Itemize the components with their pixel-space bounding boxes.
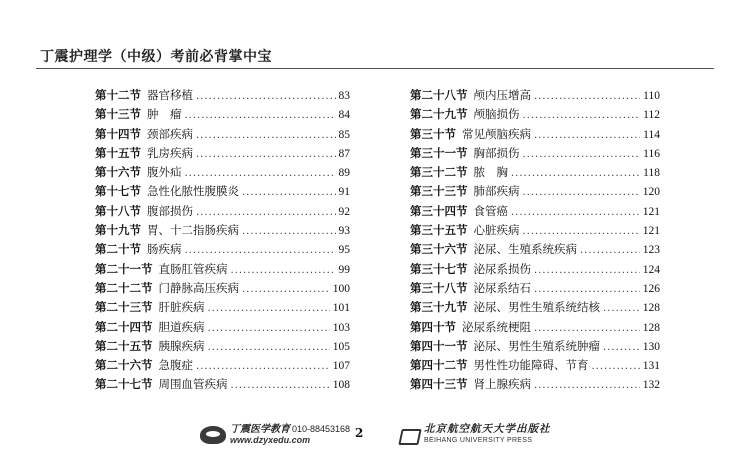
publisher-right-english: BEIHANG UNIVERSITY PRESS [424, 437, 533, 444]
toc-topic-title: 肠疾病 [147, 242, 182, 257]
toc-entry [95, 375, 350, 394]
toc-page-number: 103 [332, 321, 350, 334]
toc-page-number: 89 [338, 167, 350, 180]
toc-page-number: 132 [642, 379, 660, 392]
toc-page-number: 87 [338, 147, 350, 160]
toc-page-number: 121 [642, 205, 660, 218]
toc-dot-leader [511, 203, 640, 222]
toc-page-number: 114 [643, 128, 660, 141]
toc-page-number: 116 [643, 147, 660, 160]
toc-section-number: 第三十七节 [410, 261, 468, 276]
toc-page-number: 108 [332, 379, 350, 392]
toc-entry [410, 240, 660, 259]
toc-section-number: 第三十三节 [410, 184, 468, 199]
toc-entry [410, 318, 660, 337]
toc-entry [410, 144, 660, 163]
toc-dot-leader [523, 145, 641, 164]
toc-section-number: 第十三节 [95, 107, 141, 122]
page-number: 2 [355, 426, 364, 440]
toc-entry [410, 298, 660, 317]
toc-entry [410, 221, 660, 240]
toc-topic-title: 颅内压增高 [473, 88, 531, 102]
publisher-left [200, 424, 350, 446]
toc-page-number: 100 [332, 282, 350, 295]
toc-entry [410, 105, 660, 124]
toc-topic-title: 胃、十二指肠疾病 [147, 223, 239, 238]
publisher-left-phone: 010-88453168 [292, 424, 351, 434]
toc-section-number: 第十六节 [95, 165, 141, 180]
toc-entry [95, 279, 350, 298]
toc-dot-leader [196, 87, 336, 106]
publisher-right-name: 北京航空航天大学出版社 [424, 423, 551, 435]
toc-dot-leader [185, 241, 336, 260]
toc-section-number: 第十二节 [95, 88, 141, 102]
toc-entry [95, 221, 350, 240]
toc-page-number: 93 [338, 225, 350, 238]
toc-page-number: 105 [332, 340, 350, 353]
toc-entry [410, 86, 660, 105]
toc-page-number: 126 [642, 282, 660, 295]
toc-dot-leader [523, 222, 640, 241]
toc-dot-leader [196, 126, 336, 145]
toc-section-number: 第二十一节 [95, 261, 153, 276]
toc-topic-title: 乳房疾病 [147, 145, 193, 160]
toc-entry [95, 144, 350, 163]
toc-dot-leader [534, 319, 640, 338]
toc-entry [95, 105, 350, 124]
toc-page-number: 123 [642, 244, 660, 257]
toc-dot-leader [534, 261, 640, 280]
toc-dot-leader [523, 106, 641, 125]
toc-page-number: 112 [643, 109, 660, 122]
toc-section-number: 第四十一节 [410, 338, 468, 353]
publisher-left-url: www.dzyxedu.com [230, 435, 311, 445]
toc-topic-title: 颅脑损伤 [473, 107, 520, 122]
toc-section-number: 第四十节 [410, 319, 456, 334]
publisher-right [400, 424, 551, 446]
toc-section-number: 第三十九节 [410, 300, 468, 315]
toc-page-number: 85 [338, 128, 350, 141]
toc-page-number: 121 [642, 225, 660, 238]
toc-topic-title: 泌尿系结石 [473, 280, 531, 295]
toc-page-number: 83 [338, 90, 350, 102]
toc-section-number: 第十七节 [95, 184, 141, 199]
toc-section-number: 第四十三节 [410, 377, 468, 392]
toc-page-number: 128 [642, 321, 660, 334]
toc-dot-leader [603, 299, 640, 318]
toc-page-number: 99 [338, 263, 350, 276]
toc-section-number: 第二十三节 [95, 300, 153, 315]
toc-column-left [95, 86, 350, 395]
toc-entry [410, 163, 660, 182]
toc-page-number: 128 [642, 302, 660, 315]
toc-entry [410, 279, 660, 298]
toc-dot-leader [534, 376, 640, 395]
toc-dot-leader [208, 299, 330, 318]
toc-page-number: 110 [643, 90, 660, 102]
toc-section-number: 第二十五节 [95, 338, 153, 353]
toc-section-number: 第二十六节 [95, 358, 153, 373]
toc-page-number: 118 [643, 167, 660, 180]
toc-topic-title: 心脏疾病 [473, 223, 520, 238]
toc-topic-title: 泌尿、男性生殖系统结核 [473, 300, 600, 315]
toc-topic-title: 肿 瘤 [147, 107, 182, 122]
toc-entry [410, 125, 660, 144]
toc-topic-title: 急腹症 [158, 358, 193, 373]
toc-topic-title: 胆道疾病 [158, 319, 205, 334]
toc-entry [410, 260, 660, 279]
toc-section-number: 第二十九节 [410, 107, 468, 122]
toc-page-number: 131 [642, 360, 660, 373]
toc-dot-leader [196, 357, 330, 376]
toc-topic-title: 胸部损伤 [473, 145, 520, 160]
toc-page-number: 92 [338, 205, 350, 218]
toc-dot-leader [196, 145, 336, 164]
toc-section-number: 第十四节 [95, 126, 141, 141]
toc-section-number: 第三十二节 [410, 165, 468, 180]
toc-dot-leader [534, 87, 640, 106]
toc-topic-title: 肾上腺疾病 [473, 377, 531, 392]
toc-topic-title: 急性化脓性腹膜炎 [147, 184, 239, 199]
toc-topic-title: 常见颅脑疾病 [462, 126, 531, 141]
toc-section-number: 第十九节 [95, 223, 141, 238]
toc-section-number: 第十五节 [95, 145, 141, 160]
toc-dot-leader [185, 106, 336, 125]
toc-page-number: 84 [338, 109, 350, 122]
toc-topic-title: 颈部疾病 [147, 126, 193, 141]
toc-topic-title: 直肠肛管疾病 [158, 261, 228, 276]
toc-entry [95, 163, 350, 182]
toc-entry [95, 318, 350, 337]
toc-page-number: 91 [338, 186, 350, 199]
toc-topic-title: 肺部疾病 [473, 184, 520, 199]
publisher-left-name: 丁震医学教育 [230, 424, 290, 435]
toc-topic-title: 泌尿、男性生殖系统肿瘤 [473, 338, 600, 353]
toc-column-right [410, 86, 660, 395]
toc-dot-leader [534, 280, 640, 299]
toc-section-number: 第三十一节 [410, 145, 468, 160]
toc-entry [95, 182, 350, 201]
toc-entry [410, 356, 660, 375]
toc-topic-title: 门静脉高压疾病 [158, 280, 239, 295]
toc-topic-title: 男性性功能障碍、节育 [473, 358, 589, 373]
toc-section-number: 第二十七节 [95, 377, 153, 392]
toc-dot-leader [580, 241, 640, 260]
toc-topic-title: 肝脏疾病 [158, 300, 205, 315]
toc-topic-title: 器官移植 [147, 88, 193, 102]
toc-section-number: 第三十八节 [410, 280, 468, 295]
toc-topic-title: 腹部损伤 [147, 203, 193, 218]
toc-entry [95, 356, 350, 375]
toc-dot-leader [523, 183, 640, 202]
toc-section-number: 第二十四节 [95, 319, 153, 334]
toc-dot-leader [592, 357, 640, 376]
toc-entry [95, 202, 350, 221]
toc-section-number: 第三十五节 [410, 223, 468, 238]
dingzhen-logo-icon [200, 426, 226, 444]
toc-dot-leader [185, 164, 336, 183]
toc-section-number: 第二十八节 [410, 88, 468, 102]
toc-entry [410, 375, 660, 394]
toc-entry [410, 337, 660, 356]
toc-section-number: 第三十节 [410, 126, 456, 141]
toc-entry [95, 260, 350, 279]
toc-entry [410, 202, 660, 221]
toc-section-number: 第三十六节 [410, 242, 468, 257]
toc-page-number: 101 [332, 302, 350, 315]
toc-dot-leader [208, 338, 330, 357]
toc-dot-leader [603, 338, 640, 357]
page-footer [0, 418, 750, 452]
toc-section-number: 第二十二节 [95, 280, 153, 295]
toc-entry [95, 337, 350, 356]
toc-dot-leader [242, 183, 336, 202]
toc-entry [95, 298, 350, 317]
toc-entry [95, 240, 350, 259]
toc-page-number: 130 [642, 340, 660, 353]
toc-dot-leader [231, 261, 336, 280]
toc-topic-title: 腹外疝 [147, 165, 182, 180]
toc-entry [95, 125, 350, 144]
toc-page-number: 124 [642, 263, 660, 276]
running-header-title: 丁震护理学（中级）考前必背掌中宝 [40, 49, 272, 65]
toc-topic-title: 泌尿系损伤 [473, 261, 531, 276]
toc-page-number: 120 [642, 186, 660, 199]
toc-topic-title: 胰腺疾病 [158, 338, 205, 353]
toc-section-number: 第二十节 [95, 242, 141, 257]
toc-dot-leader [534, 126, 640, 145]
toc-section-number: 第十八节 [95, 203, 141, 218]
toc-entry [95, 86, 350, 105]
toc-topic-title: 泌尿系统梗阻 [462, 319, 531, 334]
toc-dot-leader [231, 376, 330, 395]
header-divider [36, 68, 714, 69]
toc-topic-title: 泌尿、生殖系统疾病 [473, 242, 577, 257]
toc-topic-title: 脓 胸 [473, 165, 508, 180]
toc-topic-title: 周围血管疾病 [158, 377, 228, 392]
toc-dot-leader [511, 164, 640, 183]
toc-page-number: 107 [332, 360, 350, 373]
toc-entry [410, 182, 660, 201]
toc-dot-leader [242, 280, 330, 299]
toc-topic-title: 食管癌 [473, 203, 508, 218]
buaa-press-logo-icon [400, 426, 418, 444]
toc-dot-leader [208, 319, 330, 338]
toc-dot-leader [242, 222, 336, 241]
toc-section-number: 第四十二节 [410, 358, 468, 373]
toc-page-number: 95 [338, 244, 350, 257]
toc-section-number: 第三十四节 [410, 203, 468, 218]
toc-dot-leader [196, 203, 336, 222]
